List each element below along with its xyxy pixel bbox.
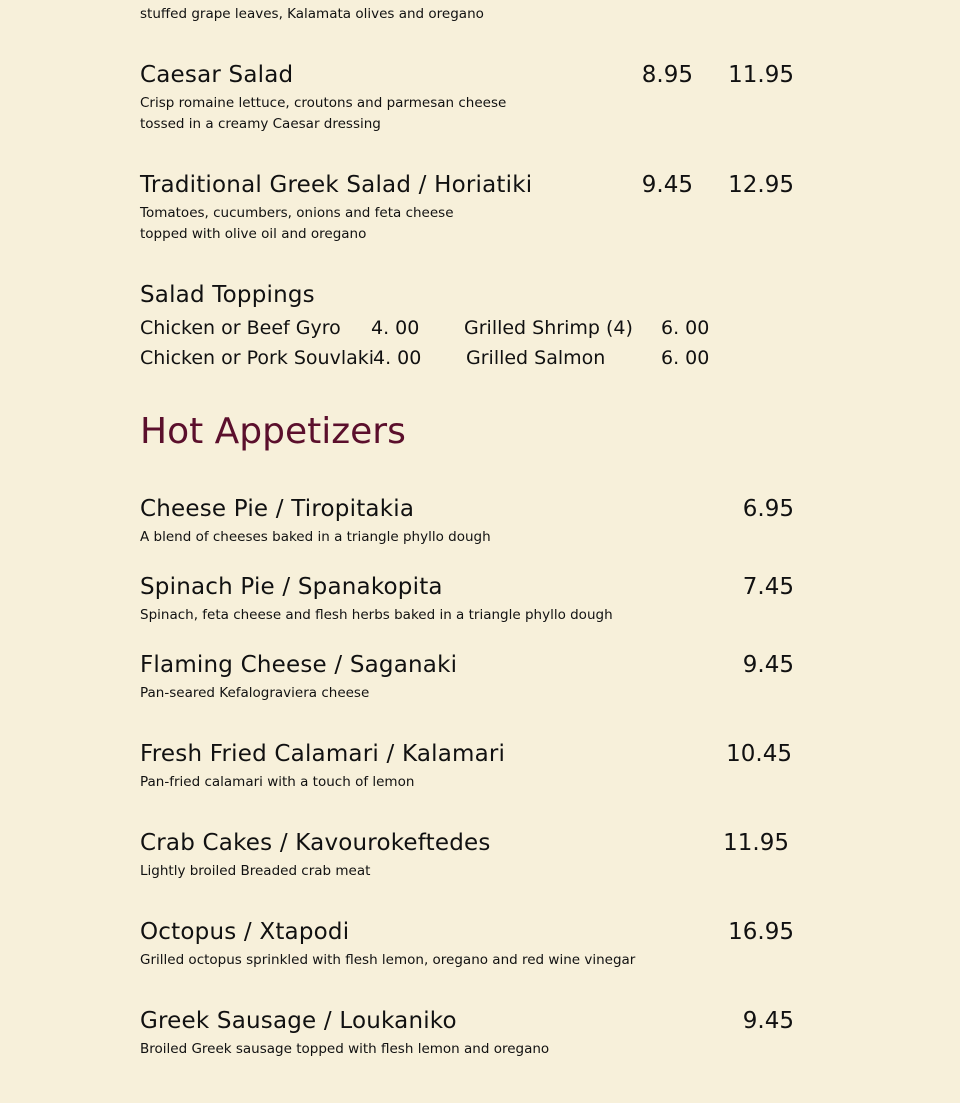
menu-item-price: 7.45 <box>742 574 794 600</box>
menu-item-price: 10.45 <box>726 741 792 767</box>
menu-item-description: tossed in a creamy Caesar dressing <box>140 116 381 132</box>
menu-item-description: A blend of cheeses baked in a triangle phyllo dough <box>140 529 491 545</box>
menu-item-price-large: 12.95 <box>728 172 794 198</box>
menu-item-name: Traditional Greek Salad / Horiatiki <box>140 172 533 198</box>
menu-item-name: Flaming Cheese / Saganaki <box>140 652 458 678</box>
menu-item-price: 6.95 <box>742 496 794 522</box>
menu-item-name: Octopus / Xtapodi <box>140 919 350 945</box>
menu-item-name: Crab Cakes / Kavourokeftedes <box>140 830 491 856</box>
menu-item-description: Broiled Greek sausage topped with flesh lemon and oregano <box>140 1041 550 1057</box>
menu-item-name: Greek Sausage / Loukaniko <box>140 1008 457 1034</box>
toppings-title: Salad Toppings <box>140 282 315 308</box>
menu-item-description: Lightly broiled Breaded crab meat <box>140 863 371 879</box>
menu-item-price: 11.95 <box>723 830 789 856</box>
section-title: Hot Appetizers <box>140 411 406 452</box>
menu-item-price-small: 9.45 <box>641 172 693 198</box>
menu-item-price: 9.45 <box>742 1008 794 1034</box>
topping-price: 6. 00 <box>661 317 710 339</box>
menu-item-description: Pan-seared Kefalograviera cheese <box>140 685 370 701</box>
menu-item-name: Spinach Pie / Spanakopita <box>140 574 443 600</box>
menu-item-description: Tomatoes, cucumbers, onions and feta cheese <box>140 205 454 221</box>
topping-name: Grilled Shrimp (4) <box>464 317 633 339</box>
topping-name: Chicken or Beef Gyro <box>140 317 341 339</box>
menu-item-price-large: 11.95 <box>728 62 794 88</box>
menu-item-description: Pan-fried calamari with a touch of lemon <box>140 774 415 790</box>
topping-price: 4. 00 <box>371 317 420 339</box>
menu-item-name: Fresh Fried Calamari / Kalamari <box>140 741 506 767</box>
menu-item-price: 9.45 <box>742 652 794 678</box>
topping-price: 4. 00 <box>373 347 422 369</box>
menu-item-description: stuffed grape leaves, Kalamata olives and oregano <box>140 6 484 22</box>
menu-item-description: Crisp romaine lettuce, croutons and parmesan cheese <box>140 95 507 111</box>
menu-item-name: Caesar Salad <box>140 62 294 88</box>
menu-item-price-small: 8.95 <box>641 62 693 88</box>
menu-item-price: 16.95 <box>728 919 794 945</box>
topping-name: Chicken or Pork Souvlaki <box>140 347 375 369</box>
menu-item-description: Grilled octopus sprinkled with flesh lemon, oregano and red wine vinegar <box>140 952 636 968</box>
menu-item-description: Spinach, feta cheese and flesh herbs baked in a triangle phyllo dough <box>140 607 613 623</box>
menu-item-description: topped with olive oil and oregano <box>140 226 367 242</box>
menu-item-name: Cheese Pie / Tiropitakia <box>140 496 415 522</box>
topping-price: 6. 00 <box>661 347 710 369</box>
topping-name: Grilled Salmon <box>466 347 606 369</box>
